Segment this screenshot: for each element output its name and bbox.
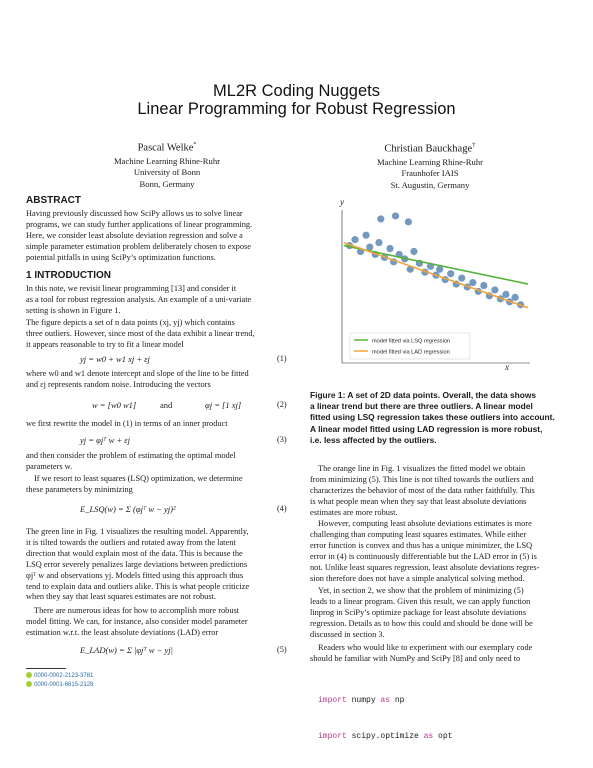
code-keyword: as (380, 696, 391, 705)
text-line: The green line in Fig. 1 visualizes the resulting model. Apparently, (26, 527, 249, 536)
paper-title-line2: Linear Programming for Robust Regression (137, 100, 456, 118)
text-line: when they say that least squares estimates are not robust. (26, 592, 216, 602)
equation-2-and: and (160, 400, 173, 410)
data-point (491, 286, 498, 293)
text-line: regression. Details as to how this could and should be done will be (310, 618, 533, 628)
x-axis-label: x (505, 362, 509, 372)
abstract-body (26, 209, 291, 264)
right-paragraph-4 (310, 643, 572, 665)
abstract-heading: ABSTRACT (26, 195, 81, 206)
text-line: should be familiar with NumPy and SciPy [8] and only need to (310, 653, 521, 663)
text-line: The figure depicts a set of n data points (xj, yj) which contains (26, 318, 235, 327)
data-point (447, 270, 454, 277)
intro-paragraph-8 (26, 606, 291, 639)
equation-number: (5) (277, 645, 287, 654)
caption-line: i.e. less affected by the outliers. (310, 434, 437, 445)
code-line (318, 695, 452, 707)
intro-paragraph-6 (26, 474, 291, 496)
data-point (375, 239, 382, 246)
code-block (318, 671, 452, 755)
orcid-icon (26, 672, 32, 678)
author-affiliation: Bonn, Germany (139, 178, 195, 189)
data-point (405, 218, 412, 225)
lad-fit-line (344, 243, 528, 308)
text-line: potential pitfalls in using SciPy’s optimization functions. (26, 252, 216, 262)
author-name: Christian Bauckhage (384, 143, 473, 155)
text-line: model fitting. We can, for instance, also consider model parameter (26, 616, 248, 626)
equation-4: E_LSQ(w) = Σ (φjᵀ w − yj)² (80, 504, 176, 514)
author-block-welke (92, 138, 242, 190)
text-line: three outliers. However, since most of the data exhibit a linear trend, (26, 328, 255, 338)
data-point (469, 279, 476, 286)
data-point (480, 282, 487, 289)
data-point (410, 248, 417, 255)
text-line: not. Unlike least squares regression, least absolute deviations regres- (310, 562, 540, 572)
section-heading-introduction: 1 INTRODUCTION (26, 270, 111, 281)
text-line: However, computing least absolute deviations estimates is more (318, 519, 532, 528)
intro-paragraph-2 (26, 318, 291, 351)
author-name: Pascal Welke (137, 142, 194, 154)
code-module: scipy.optimize (346, 732, 424, 741)
text-line: these parameters by minimizing (26, 484, 133, 494)
equation-number: (3) (277, 435, 287, 444)
text-line: estimation w.r.t. the least absolute deviations (LAD) error (26, 627, 219, 637)
legend-label-lsq: model fitted via LSQ regression (372, 338, 451, 345)
code-line (318, 731, 452, 743)
intro-paragraph-7 (26, 527, 291, 603)
equation-number: (2) (277, 400, 287, 409)
author-affiliation: University of Bonn (133, 167, 201, 177)
text-line: Here, we consider least absolute deviation regression and solve a (26, 230, 243, 240)
intro-paragraph-1 (26, 284, 291, 317)
author-affiliation: Machine Learning Rhine-Ruhr (377, 156, 483, 167)
footnote-rule (26, 668, 66, 669)
figure-1-caption (310, 390, 572, 446)
text-line: leads to a linear program. Given this result, we can apply function (310, 596, 531, 606)
data-point (458, 275, 465, 282)
text-line: it appears reasonable to try to fit a linear model (26, 339, 184, 349)
caption-line: fitted using LSQ regression takes these outliers into account. (310, 412, 555, 423)
code-keyword: as (423, 732, 434, 741)
text-line: sion therefore does not have a simple analytical solving method. (310, 573, 525, 583)
code-alias: np (390, 696, 405, 705)
data-point (362, 232, 369, 239)
text-line: challenging than computing least squares estimates. While either (310, 529, 527, 539)
data-point (386, 245, 393, 252)
text-line: linprog in SciPy’s optimize package for least absolute deviations (310, 607, 526, 617)
code-alias: opt (433, 732, 453, 741)
text-line: where w0 and w1 denote intercept and slope of the line to be fitted (26, 369, 249, 378)
text-line: Having previously discussed how SciPy allows us to solve linear (26, 209, 243, 218)
paper-title-line1: ML2R Coding Nuggets (213, 82, 380, 100)
equation-number: (1) (277, 354, 287, 363)
text-line: parameters w. (26, 461, 73, 471)
data-point (377, 215, 384, 222)
text-line: direction that would explain most of the data. This is because the (26, 548, 243, 558)
code-module: numpy (346, 696, 381, 705)
text-line: setting is shown in Figure 1. (26, 305, 121, 315)
text-line: In this note, we revisit linear programming [13] and consider it (26, 284, 237, 293)
data-point (351, 236, 358, 243)
data-point (502, 291, 509, 298)
figure-1-chart (310, 195, 570, 380)
text-line: discussed in section 3. (310, 629, 385, 639)
text-line: Readers who would like to experiment with our exemplary code (318, 643, 533, 652)
equation-3: yj = φjᵀ w + εj (80, 435, 130, 445)
data-point (392, 212, 399, 219)
text-line: estimates are more robust. (310, 507, 398, 517)
intro-paragraph-4: we first rewrite the model in (1) in terms of an inner product (26, 419, 228, 428)
intro-paragraph-3 (26, 369, 291, 391)
author-affiliation: St. Augustin, Germany (390, 179, 470, 190)
equation-1: yj = w0 + w1 xj + εj (80, 354, 150, 364)
text-line: from minimizing (5). This line is not tilted towards the outliers and (310, 474, 534, 484)
orcid-icon (26, 681, 32, 687)
text-line: as a tool for robust regression analysis. An example of a uni-variate (26, 294, 252, 304)
text-line: is what people mean when they say that least absolute deviations (310, 496, 527, 506)
legend (350, 333, 470, 359)
text-line: φjᵀ w and observations yj. Models fitted using this approach thus (26, 570, 244, 580)
y-axis-label: y (340, 197, 344, 207)
text-line: error in (4) is continuously differentiable but the LAD error in (5) is (310, 551, 537, 561)
text-line: characterizes the behavior of most of the data rather faithfully. This (310, 485, 535, 495)
right-paragraph-1 (310, 464, 572, 519)
text-line: error function is convex and thus has a unique minimizer, the LSQ (310, 540, 533, 550)
text-line: If we resort to least squares (LSQ) optimization, we determine (34, 474, 243, 483)
orcid-id: 0000-0001-6615-2128 (34, 682, 94, 688)
footnote-orcid-1[interactable] (26, 672, 93, 679)
author-mark: * (193, 142, 197, 148)
caption-line: a linear trend but there are three outliers. A linear model (310, 401, 533, 412)
author-affiliation: Machine Learning Rhine-Ruhr (114, 155, 220, 166)
text-line: LSQ error severely penalizes large deviations between predictions (26, 559, 248, 569)
text-line: programs, we can study further applications of linear programming. (26, 219, 253, 229)
text-line: and εj represents random noise. Introducing the vectors (26, 379, 211, 389)
text-line: it is tilted towards the outliers and rotated away from the latent (26, 537, 236, 547)
caption-line: A linear model fitted using LAD regression is more robust, (310, 423, 543, 434)
text-line: Yet, in section 2, we show that the problem of minimizing (5) (318, 586, 524, 595)
code-keyword: import (318, 696, 347, 705)
right-paragraph-2 (310, 519, 572, 584)
footnote-orcid-2[interactable] (26, 681, 93, 688)
right-paragraph-3 (310, 586, 572, 641)
equation-number: (4) (277, 504, 287, 513)
data-point (512, 294, 519, 301)
intro-paragraph-5 (26, 451, 291, 473)
equation-5: E_LAD(w) = Σ |φjᵀ w − yj| (80, 645, 173, 655)
legend-label-lad: model fitted via LAD regression (372, 349, 450, 356)
orcid-id: 0000-0002-2123-3781 (34, 673, 94, 679)
author-mark: † (472, 141, 476, 149)
text-line: and then consider the problem of estimating the optimal model (26, 451, 236, 460)
text-line: simple parameter estimation problem deliberately chosen to expose (26, 241, 251, 251)
text-line: The orange line in Fig. 1 visualizes the fitted model we obtain (318, 464, 526, 473)
author-block-bauckhage (350, 138, 510, 191)
data-point (366, 243, 373, 250)
text-line: tend to explain data and outliers alike. This is what people criticize (26, 581, 250, 591)
equation-2-phi: φj = [1 xj] (205, 400, 242, 410)
text-line: There are numerous ideas for how to accomplish more robust (34, 606, 240, 615)
code-keyword: import (318, 732, 347, 741)
caption-line: Figure 1: A set of 2D data points. Overall, the data shows (310, 390, 537, 400)
author-affiliation: Fraunhofer IAIS (401, 168, 459, 178)
equation-2-w: w = [w0 w1] (92, 400, 137, 410)
